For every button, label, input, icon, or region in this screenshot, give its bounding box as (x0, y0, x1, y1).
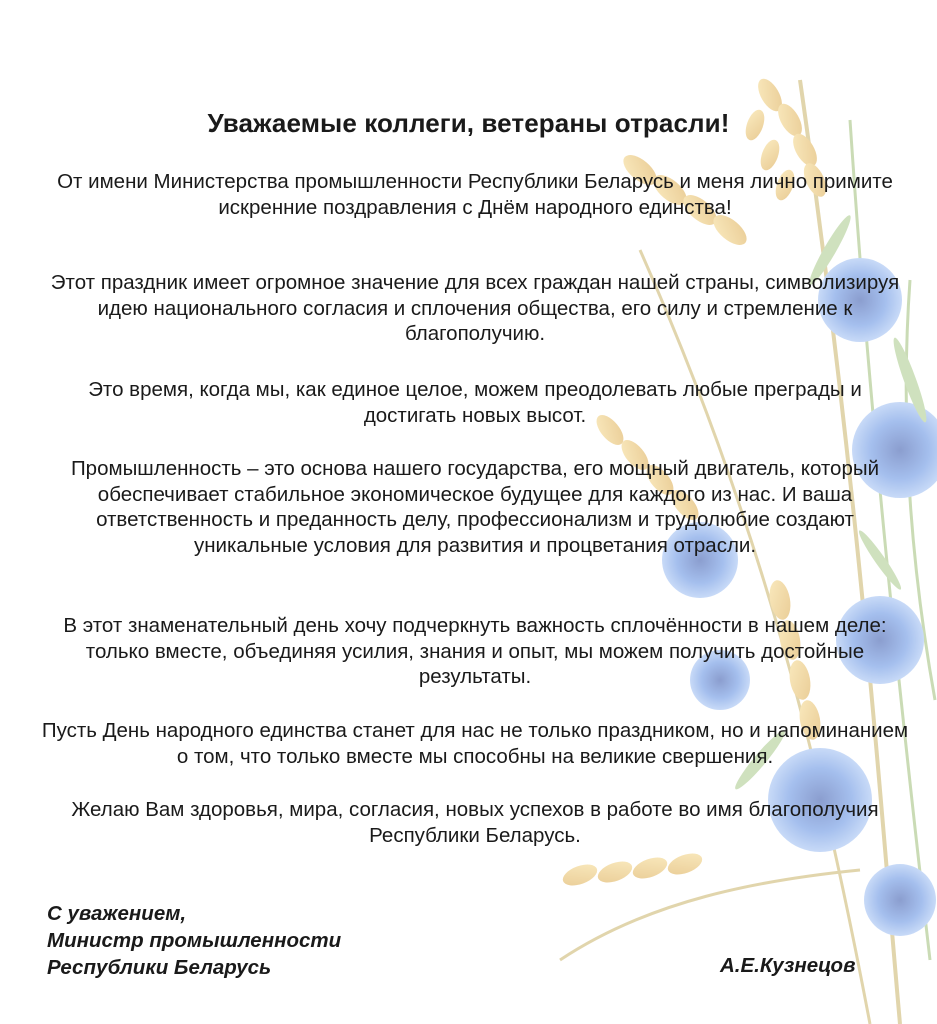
paragraph-holiday-meaning: Этот праздник имеет огромное значение для всех граждан нашей страны, символизируя идею национального согласия и сплочения общества, его силу и стремление к благополучию. (50, 271, 900, 345)
paragraph-wish-unity: Пусть День народного единства станет для нас не только праздником, но и напоминанием о том, что только вместе мы способны на великие свершения. (41, 719, 909, 768)
paragraph-industry: Промышленность – это основа нашего государства, его мощный двигатель, который обеспечивает стабильное экономическое будущее для каждого из нас. И ваша ответственность и преданность делу, профессионализм и трудолюбие создают уникальные условия для развития и процветания отрасли. (70, 457, 880, 557)
signature-position-line2: Республики Беларусь (47, 956, 272, 979)
paragraph-solidarity: В этот знаменательный день хочу подчеркнуть важность сплочённости в нашем деле: только вместе, объединяя усилия, знания и опыт, мы можем получить достойные результаты. (63, 614, 887, 688)
paragraph-wishes: Желаю Вам здоровья, мира, согласия, новых успехов в работе во имя благополучия Республики Беларусь. (71, 798, 879, 847)
signature-closing: С уважением, (47, 902, 187, 925)
signature-block (47, 900, 341, 981)
paragraph-unity-time: Это время, когда мы, как единое целое, можем преодолевать любые преграды и достигать новых высот. (88, 378, 862, 427)
signer-name: А.Е.Кузнецов (720, 954, 856, 977)
signature-position-line1: Министр промышленности (47, 929, 342, 952)
greeting-paragraph: От имени Министерства промышленности Республики Беларусь и меня лично примите искренние поздравления с Днём народного единства! (57, 170, 893, 219)
letter-title: Уважаемые коллеги, ветераны отрасли! (207, 108, 730, 138)
